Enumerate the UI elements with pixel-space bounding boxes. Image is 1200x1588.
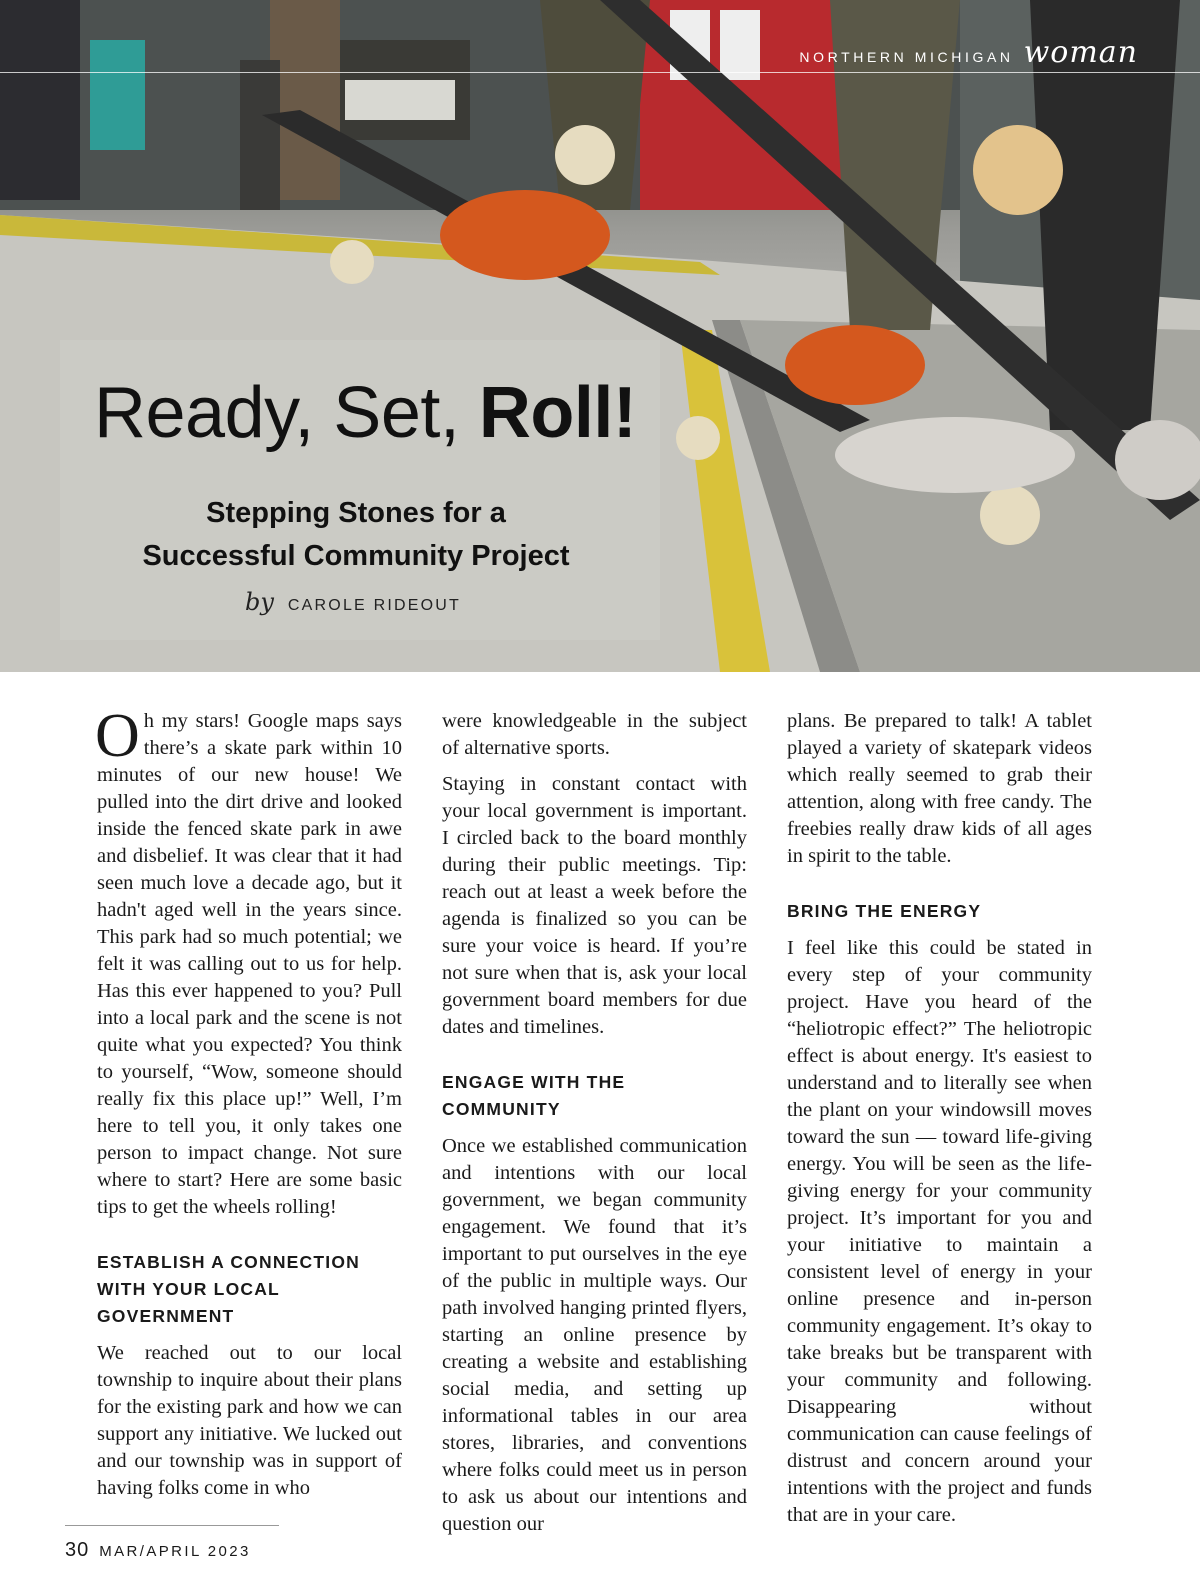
paragraph: plans. Be prepared to talk! A tablet played a variety of skatepark videos which really seemed to grab their attention, along with free candy. The freebies really draw kids of all ages in spirit to the table. xyxy=(787,710,1092,867)
publication-name: NORTHERN MICHIGAN xyxy=(799,49,1014,65)
page-number: 30 xyxy=(65,1539,90,1561)
column-2 xyxy=(442,708,747,1547)
section-heading-energy: BRING THE ENERGY xyxy=(787,901,982,921)
drop-cap: O xyxy=(95,702,140,770)
column-1 xyxy=(95,702,402,1511)
title-bold: Roll! xyxy=(478,373,637,453)
paragraph: Once we established communication and intentions with our local government, we began community engagement. We found that it’s important to put ourselves in the eye of the public in multiple ways. Our path involved hanging printed flyers, starting an online presence by creating a website and establishing social media, and setting up informational tables in our area stores, libraries, and conventions where folks could meet us in person to ask us about our intentions and question our xyxy=(442,1135,747,1535)
subtitle-line-2: Successful Community Project xyxy=(142,540,570,572)
author-name: CAROLE RIDEOUT xyxy=(287,597,461,614)
masthead-rule xyxy=(0,72,1200,73)
section-heading-community: ENGAGE WITH THE COMMUNITY xyxy=(442,1072,626,1119)
section-heading-connection: ESTABLISH A CONNECTION WITH YOUR LOCAL GOVERNMENT xyxy=(97,1252,360,1326)
column-3 xyxy=(787,708,1092,1538)
paragraph: We reached out to our local township to inquire about their plans for the existing park and how we can support any initiative. We lucked out and our township was in support of having folks come in who xyxy=(97,1342,402,1499)
paragraph: I feel like this could be stated in every step of your community project. Have you heard of the “heliotropic effect?” The heliotropic effect is about energy. It's easiest to understand and to literally see when the plant on your windowsill moves toward the sun — toward life-giving energy. You will be seen as the life-giving energy for your community project. It’s important for you and your initiative to maintain a consistent level of energy in your online presence and in-person community engagement. It’s okay to take breaks but be transparent with your community and following. Disappearing without communication can cause feelings of distrust and concern around your intentions with the project and funds that are in your care. xyxy=(787,937,1092,1526)
hero-photo xyxy=(0,0,1200,672)
article-title xyxy=(94,372,636,454)
byline xyxy=(245,588,461,616)
publication-script: woman xyxy=(1023,35,1138,70)
paragraph: were knowledgeable in the subject of alternative sports. xyxy=(442,710,747,759)
folio-rule xyxy=(65,1525,279,1526)
issue-date: MAR/APRIL 2023 xyxy=(99,1543,251,1560)
folio xyxy=(65,1539,251,1562)
subtitle-line-1: Stepping Stones for a xyxy=(206,497,506,529)
intro-paragraph xyxy=(95,702,402,1221)
article-subtitle xyxy=(96,492,616,578)
intro-text: h my stars! Google maps says there’s a skate park within 10 minutes of our new house! We pulled into the dirt drive and looked inside the fenced skate park in awe and disbelief. It was clear that it had seen much love a decade ago, but it hadn't aged well in the years since. This park had so much potential; we felt it was calling out to us for help. Has this ever happened to you? Pull into a local park and the scene is not quite what you expected? You think to yourself, “Wow, someone should really fix this place up!” Well, I’m here to tell you, it only takes one person to impact change. Not sure where to start? Here are some basic tips to get the wheels rolling! xyxy=(97,710,402,1218)
masthead xyxy=(799,35,1138,70)
paragraph: Staying in constant contact with your local government is important. I circled back to the board monthly during their public meetings. Tip: reach out at least a week before the agenda is finalized so you can be sure your voice is heard. If you’re not sure when that is, ask your local government board members for due dates and timelines. xyxy=(442,773,747,1038)
byline-by: by xyxy=(245,588,274,616)
title-regular: Ready, Set, xyxy=(94,373,479,453)
